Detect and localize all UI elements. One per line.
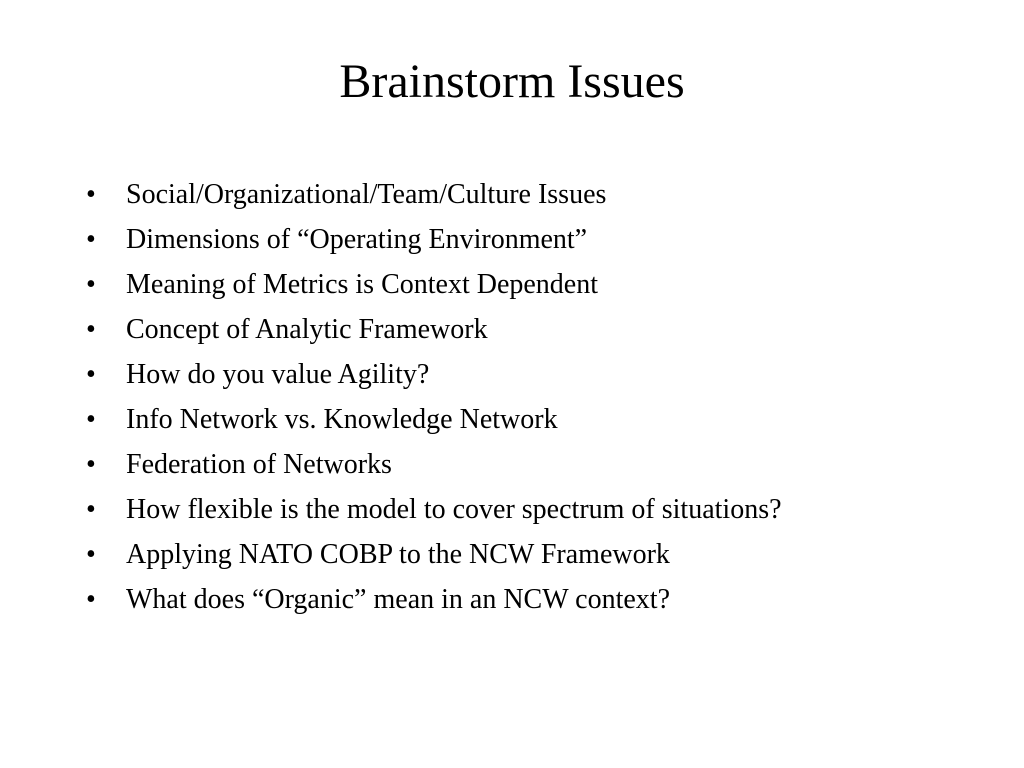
bullet-text: Applying NATO COBP to the NCW Framework bbox=[126, 539, 670, 570]
bullet-text: Federation of Networks bbox=[126, 449, 392, 480]
bullet-text: Social/Organizational/Team/Culture Issues bbox=[126, 179, 607, 210]
bullet-icon: • bbox=[86, 359, 96, 390]
bullet-icon: • bbox=[86, 314, 96, 345]
bullet-text: How flexible is the model to cover spectrum of situations? bbox=[126, 494, 782, 525]
bullet-item-2 bbox=[86, 217, 986, 262]
bullet-item-7 bbox=[86, 442, 986, 487]
bullet-text: Dimensions of “Operating Environment” bbox=[126, 224, 588, 255]
bullet-icon: • bbox=[86, 449, 96, 480]
bullet-icon: • bbox=[86, 179, 96, 210]
bullet-icon: • bbox=[86, 584, 96, 615]
bullet-item-9 bbox=[86, 532, 986, 577]
bullet-icon: • bbox=[86, 539, 96, 570]
bullet-text: What does “Organic” mean in an NCW context? bbox=[126, 584, 670, 615]
bullet-item-5 bbox=[86, 352, 986, 397]
bullet-item-1 bbox=[86, 172, 986, 217]
bullet-item-3 bbox=[86, 262, 986, 307]
bullet-icon: • bbox=[86, 404, 96, 435]
bullet-icon: • bbox=[86, 224, 96, 255]
bullet-text: Meaning of Metrics is Context Dependent bbox=[126, 269, 599, 300]
bullet-item-8 bbox=[86, 487, 986, 532]
bullet-icon: • bbox=[86, 269, 96, 300]
bullet-text: Info Network vs. Knowledge Network bbox=[126, 404, 558, 435]
bullet-item-10 bbox=[86, 577, 986, 622]
bullet-list bbox=[86, 172, 986, 622]
bullet-item-6 bbox=[86, 397, 986, 442]
bullet-item-4 bbox=[86, 307, 986, 352]
bullet-text: Concept of Analytic Framework bbox=[126, 314, 488, 345]
bullet-text: How do you value Agility? bbox=[126, 359, 430, 390]
slide-title: Brainstorm Issues bbox=[339, 55, 685, 108]
bullet-icon: • bbox=[86, 494, 96, 525]
